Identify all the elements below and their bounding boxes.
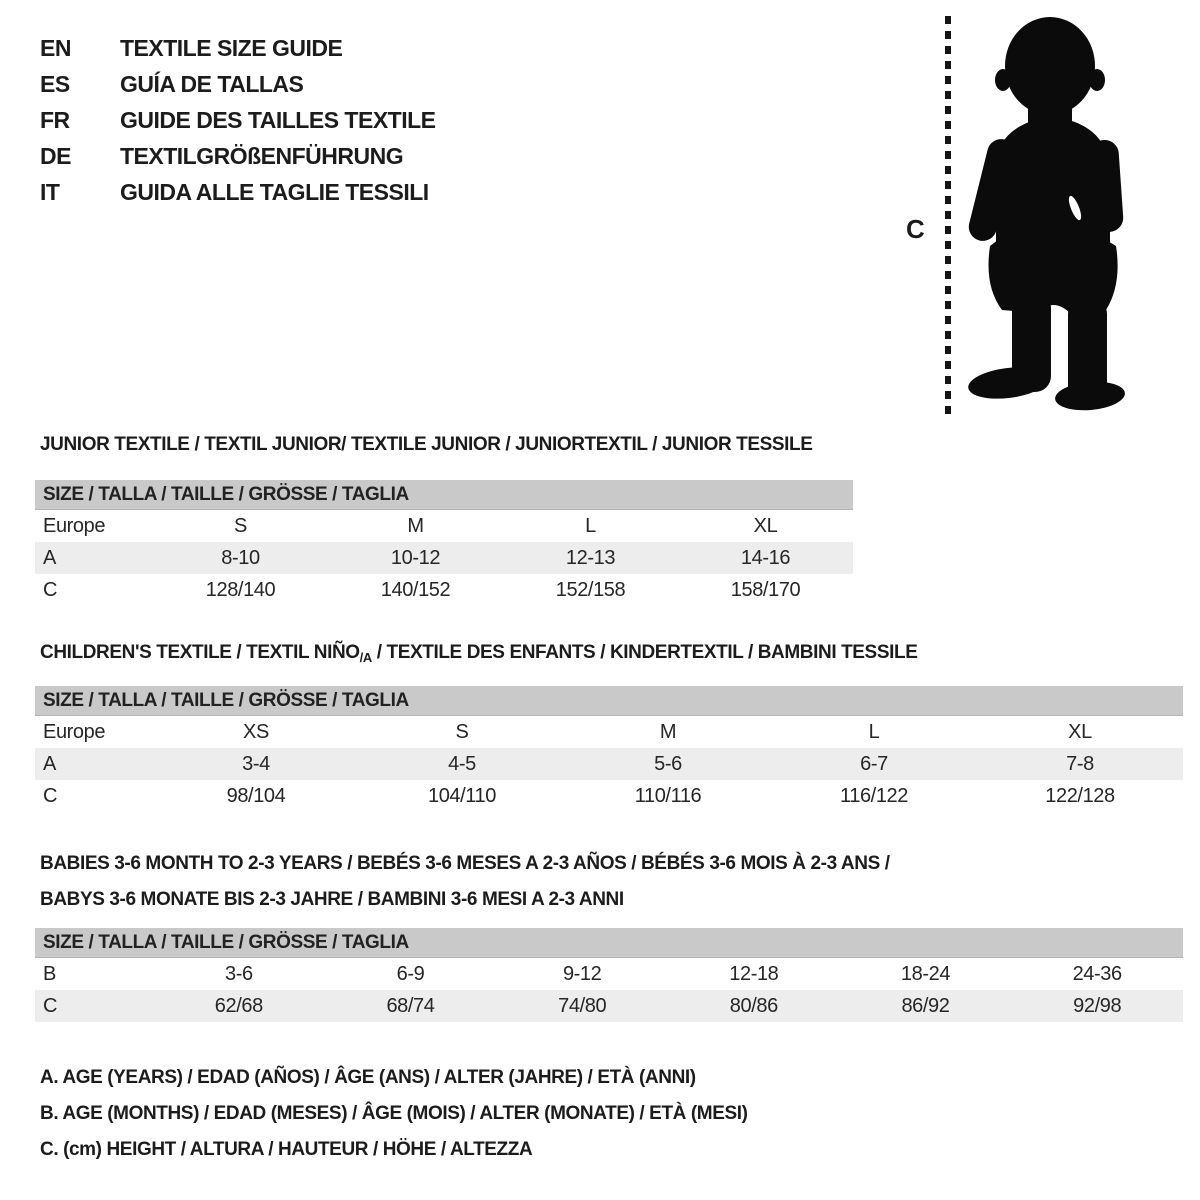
table-row-age (35, 542, 853, 574)
babies-size-table (35, 928, 1183, 1022)
row-label: C (43, 784, 58, 807)
table-cell: 80/86 (729, 994, 778, 1017)
row-label: C (43, 994, 58, 1017)
table-cell: 3-6 (224, 962, 253, 985)
language-code: FR (40, 106, 70, 133)
table-cell: 14-16 (740, 546, 791, 569)
table-row-height (35, 990, 1183, 1022)
table-cell: XS (243, 720, 269, 743)
table-cell: 158/170 (730, 578, 801, 601)
row-label: B (43, 962, 56, 985)
language-code: IT (40, 178, 60, 205)
table-cell: M (407, 514, 424, 537)
language-code: ES (40, 70, 70, 97)
language-row-en (40, 30, 436, 66)
table-cell: 18-24 (900, 962, 951, 985)
table-cell: 128/140 (205, 578, 276, 601)
table-row-europe (35, 510, 853, 542)
table-row-europe (35, 716, 1183, 748)
babies-title-line2: BABYS 3-6 MONATE BIS 2-3 JAHRE / BAMBINI 3-6 MESI A 2-3 ANNI (40, 889, 624, 910)
children-title-pre: CHILDREN'S TEXTILE / TEXTIL NIÑO (40, 642, 360, 663)
legend-line-c: C. (cm) HEIGHT / ALTURA / HAUTEUR / HÖHE / ALTEZZA (40, 1139, 533, 1160)
table-cell: 86/92 (901, 994, 950, 1017)
table-cell: 104/110 (427, 784, 496, 807)
guide-title-de: TEXTILGRÖßENFÜHRUNG (120, 142, 404, 169)
language-row-es (40, 66, 436, 102)
table-cell: 24-36 (1072, 962, 1122, 985)
table-cell: 152/158 (555, 578, 626, 601)
table-cell: 5-6 (654, 752, 682, 775)
children-title-post: / TEXTILE DES ENFANTS / KINDERTEXTIL / BAMBINI TESSILE (371, 642, 918, 663)
table-cell: M (659, 720, 677, 743)
table-cell: 116/122 (839, 784, 908, 807)
size-table-header: SIZE / TALLA / TAILLE / GRÖSSE / TAGLIA (35, 686, 1183, 716)
table-row-age (35, 748, 1183, 780)
guide-title-en: TEXTILE SIZE GUIDE (120, 34, 343, 61)
table-row-months (35, 958, 1183, 990)
children-section-title (40, 642, 917, 665)
legend-line-b: B. AGE (MONTHS) / EDAD (MESES) / ÂGE (MOIS) / ALTER (MONATE) / ETÀ (MESI) (40, 1103, 748, 1124)
table-cell: 110/116 (634, 784, 702, 807)
language-row-fr (40, 102, 436, 138)
children-size-table (35, 686, 1183, 812)
table-cell: S (234, 514, 247, 537)
table-cell: 9-12 (562, 962, 602, 985)
junior-size-table (35, 480, 853, 606)
language-code: EN (40, 34, 71, 61)
guide-title-it: GUIDA ALLE TAGLIE TESSILI (120, 178, 429, 205)
children-title-sub: /A (359, 650, 372, 665)
table-cell: 62/68 (214, 994, 263, 1017)
language-row-de (40, 138, 436, 174)
table-cell: 74/80 (558, 994, 607, 1017)
table-cell: 12-18 (729, 962, 779, 985)
measure-legend (40, 1060, 748, 1168)
table-cell: 140/152 (380, 578, 451, 601)
table-cell: 10-12 (390, 546, 441, 569)
table-cell: S (455, 720, 469, 743)
table-cell: 6-7 (860, 752, 888, 775)
language-code: DE (40, 142, 71, 169)
table-cell: 8-10 (221, 546, 260, 569)
table-cell: 92/98 (1073, 994, 1122, 1017)
table-row-height (35, 574, 853, 606)
language-row-it (40, 174, 436, 210)
table-cell: 3-4 (242, 752, 270, 775)
table-cell: 98/104 (226, 784, 286, 807)
table-cell: 4-5 (448, 752, 476, 775)
row-label: A (43, 752, 56, 775)
table-cell: L (585, 514, 596, 537)
table-cell: 68/74 (386, 994, 435, 1017)
language-title-list (40, 30, 436, 210)
table-cell: L (868, 720, 880, 743)
babies-title-line1: BABIES 3-6 MONTH TO 2-3 YEARS / BEBÉS 3-6 MESES A 2-3 AÑOS / BÉBÉS 3-6 MOIS À 2-3 ANS / (40, 853, 890, 874)
table-cell: 7-8 (1066, 752, 1094, 775)
table-cell: XL (1068, 720, 1092, 743)
row-label: Europe (43, 514, 106, 537)
toddler-silhouette-icon (962, 14, 1147, 414)
size-table-header: SIZE / TALLA / TAILLE / GRÖSSE / TAGLIA (35, 928, 1183, 958)
table-cell: XL (753, 514, 778, 537)
row-label: C (43, 578, 58, 601)
table-cell: 12-13 (565, 546, 616, 569)
row-label: A (43, 546, 56, 569)
height-dashed-line (945, 16, 951, 420)
babies-section-title (40, 846, 970, 918)
row-label: Europe (43, 720, 106, 743)
table-cell: 6-9 (396, 962, 425, 985)
junior-section-title: JUNIOR TEXTILE / TEXTIL JUNIOR/ TEXTILE JUNIOR / JUNIORTEXTIL / JUNIOR TESSILE (40, 434, 813, 455)
guide-title-fr: GUIDE DES TAILLES TEXTILE (120, 106, 436, 133)
guide-title-es: GUÍA DE TALLAS (120, 70, 304, 97)
legend-line-a: A. AGE (YEARS) / EDAD (AÑOS) / ÂGE (ANS) / ALTER (JAHRE) / ETÀ (ANNI) (40, 1067, 696, 1088)
height-measure-label: C (906, 214, 925, 244)
table-row-height (35, 780, 1183, 812)
table-cell: 122/128 (1045, 784, 1115, 807)
size-table-header: SIZE / TALLA / TAILLE / GRÖSSE / TAGLIA (35, 480, 853, 510)
